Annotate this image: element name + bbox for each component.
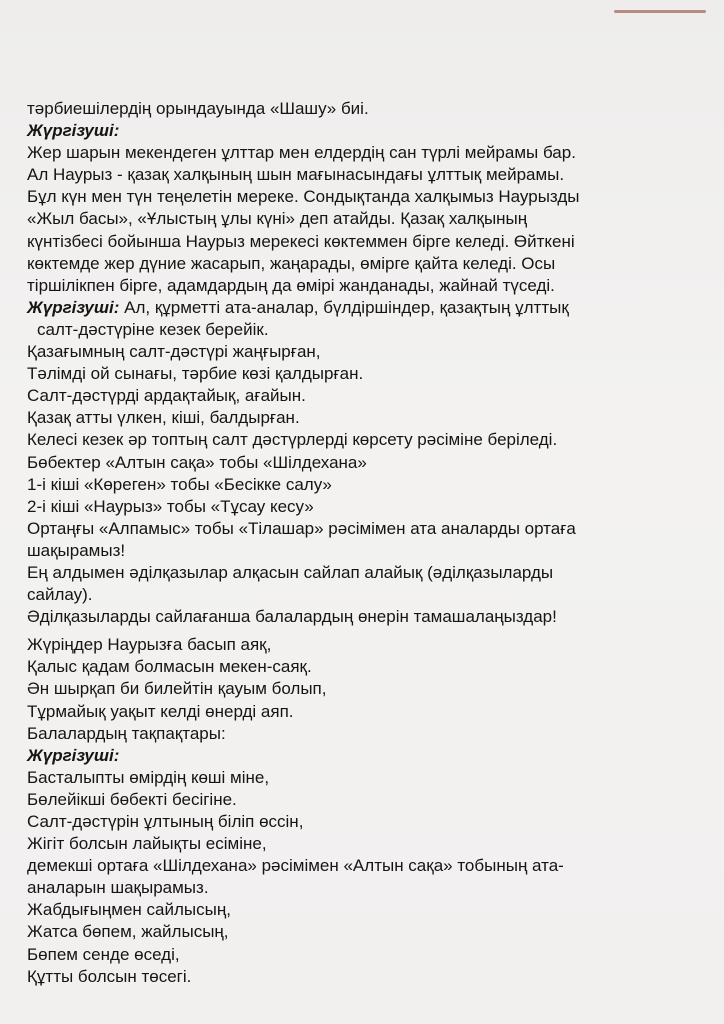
intro-line: тәрбиешілердің орындауында «Шашу» биі. [27,99,369,118]
poem-line: Жатса бөпем, жайлысың, [27,922,229,942]
host-speech-cont: салт-дәстүріне кезек берейік. [37,319,269,339]
paragraph-line: Ал Наурыз - қазақ халқының шын мағынасындағы ұлттық мейрамы. [27,165,565,185]
paragraph-line: Жер шарын мекендеген ұлттар мен елдердің сан түрлі мейрамы бар. [27,143,576,163]
program-line: Ең алдымен әділқазылар алқасын сайлап алайық (әділқазыларды [27,562,554,582]
poem-line: Салт-дәстүрін ұлтының біліп өссін, [27,812,304,831]
poem-line: Тұрмайық уақыт келді өнерді аяп. [27,701,294,721]
poem-line: Құтты болсын төсегі. [27,966,192,986]
poem-line: Қазақ атты үлкен, кіші, балдырған. [27,408,300,428]
program-line: шақырамыз! [27,540,126,560]
page-edge-mark [614,10,706,13]
poem-line: демекші ортаға «Шілдехана» рәсімімен «Алтын сақа» тобының ата- [27,856,564,876]
poem-line: Жабдығыңмен сайлысың, [27,900,231,920]
poem-line: Қалыс қадам болмасын мекен-саяқ. [27,657,312,677]
poem-line: аналарын шақырамыз. [27,878,209,898]
program-line: Келесі кезек әр топтың салт дәстүрлерді көрсету рәсіміне беріледі. [27,430,558,450]
poem-line: Қазағымның салт-дәстүрі жаңғырған, [27,342,321,362]
poem-line: Жүріңдер Наурызға басып аяқ, [27,635,272,655]
program-line: 1-і кіші «Көреген» тобы «Бесікке салу» [27,474,332,494]
host-label: Жүргізуші: [27,121,120,141]
paragraph-line: күнтізбесі бойынша Наурыз мерекесі көктеммен бірге келеді. Өйткені [27,231,575,251]
poem-line: Бөлейікші бөбекті бесігіне. [27,789,237,809]
program-line: Ортаңғы «Алпамыс» тобы «Тілашар» рәсімімен ата аналарды ортаға [27,518,576,538]
poem-line: Жігіт болсын лайықты есіміне, [27,834,267,854]
program-line: сайлау). [27,585,93,605]
program-line: 2-і кіші «Наурыз» тобы «Тұсау кесу» [27,496,314,516]
paragraph-line: тіршілікпен бірге, адамдардың да өмірі жанданады, жайнай түседі. [27,275,555,295]
paragraph-line: Бұл күн мен түн теңелетін мереке. Сондықтанда халқымыз Наурызды [27,187,580,207]
host-label-inline: Жүргізуші: [27,297,120,317]
host-label: Жүргізуші: [27,745,120,765]
host-speech-text: Ал, құрметті ата-аналар, бүлдіршіндер, қазақтың ұлттық [119,297,569,317]
poem-line: Басталыпты өмірдің көші міне, [27,767,270,787]
program-line: Бөбектер «Алтын сақа» тобы «Шілдехана» [27,452,367,472]
program-line: Әділқазыларды сайлағанша балалардың өнерін тамашалаңыздар! [27,607,557,627]
document-body [27,98,697,988]
poem-line: Тәлімді ой сынағы, тәрбие көзі қалдырған. [27,364,364,384]
poem-line: Бөпем сенде өседі, [27,944,180,964]
paragraph-line: «Жыл басы», «Ұлыстың ұлы күні» деп атайды. Қазақ халқының [27,209,528,229]
poem-line: Салт-дәстүрді ардақтайық, ағайын. [27,386,306,406]
host-speech-line [27,297,697,319]
paragraph-line: көктемде жер дүние жасарып, жаңарады, өмірге қайта келеді. Осы [27,253,556,273]
poem-line: Ән шырқап би билейтін қауым болып, [27,679,327,699]
poem-line: Балалардың тақпақтары: [27,723,226,743]
